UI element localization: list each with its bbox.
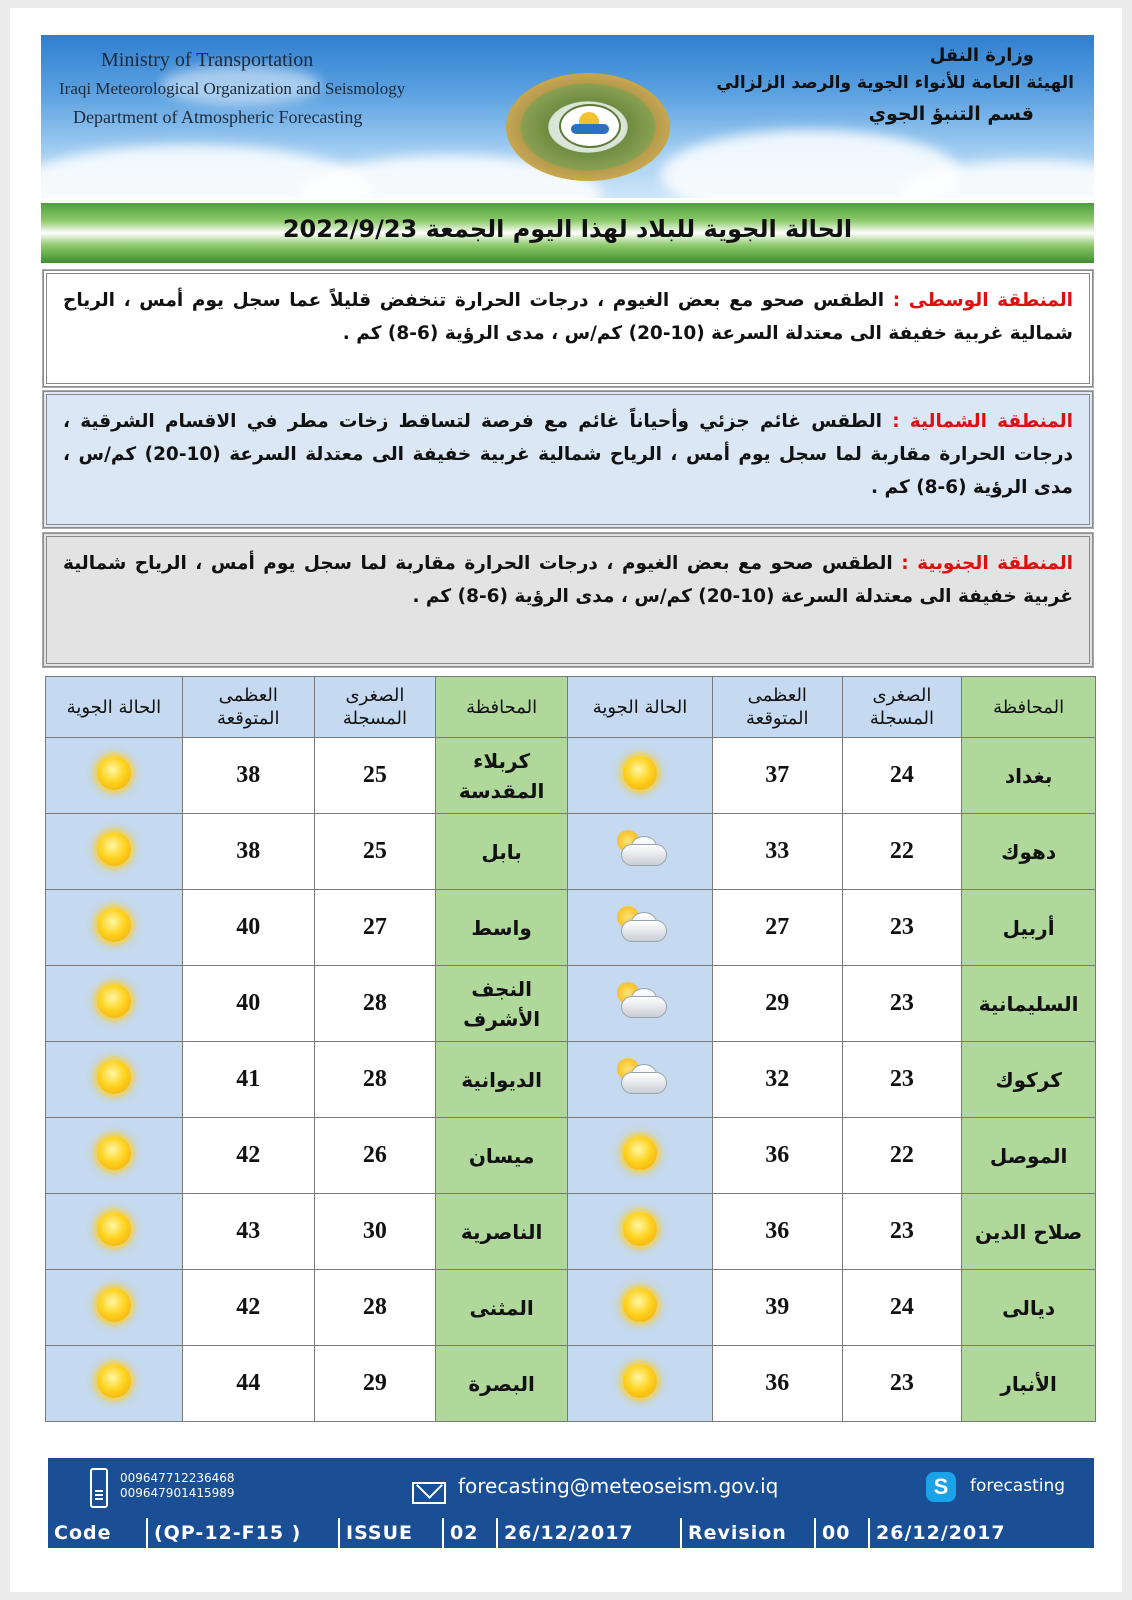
province-cell: صلاح الدين xyxy=(962,1194,1096,1270)
sun-icon xyxy=(97,756,131,790)
min-temp-cell: 25 xyxy=(314,814,436,890)
region-label: المنطقة الوسطى : xyxy=(892,290,1073,311)
province-cell: ديالى xyxy=(962,1270,1096,1346)
document-code-bar xyxy=(48,1518,1094,1548)
province-cell: بابل xyxy=(436,814,568,890)
sun-icon xyxy=(97,1288,131,1322)
partly-cloudy-icon xyxy=(613,1058,667,1096)
sun-icon xyxy=(97,832,131,866)
department-name-ar: قسم التنبؤ الجوي xyxy=(868,103,1034,125)
max-temp-cell: 36 xyxy=(712,1194,842,1270)
code-value: (QP-12-F15 ) xyxy=(148,1518,340,1548)
region-south xyxy=(43,533,1093,667)
province-cell: أربيل xyxy=(962,890,1096,966)
header-province: المحافظة xyxy=(436,677,568,738)
region-label: المنطقة الشمالية : xyxy=(892,411,1073,432)
min-temp-cell: 23 xyxy=(842,1194,962,1270)
sun-icon xyxy=(623,1212,657,1246)
max-temp-cell: 42 xyxy=(182,1118,314,1194)
skype-handle[interactable]: forecasting xyxy=(970,1476,1066,1496)
organization-name-ar: الهيئة العامة للأنواء الجوية والرصد الزلزالي xyxy=(716,73,1074,93)
province-cell: بغداد xyxy=(962,738,1096,814)
max-temp-cell: 43 xyxy=(182,1194,314,1270)
region-north xyxy=(43,391,1093,528)
condition-cell xyxy=(46,1346,183,1422)
province-cell: كربلاء المقدسة xyxy=(436,738,568,814)
table-row xyxy=(46,1042,1096,1118)
header-min: الصغرى المسجلة xyxy=(314,677,436,738)
ministry-name-ar: وزارة النقل xyxy=(929,45,1034,66)
code-label: Code xyxy=(48,1518,148,1548)
min-temp-cell: 28 xyxy=(314,966,436,1042)
max-temp-cell: 40 xyxy=(182,966,314,1042)
issue-number: 02 xyxy=(444,1518,498,1548)
sun-icon xyxy=(623,1288,657,1322)
min-temp-cell: 24 xyxy=(842,1270,962,1346)
table-row xyxy=(46,814,1096,890)
condition-cell xyxy=(46,1270,183,1346)
max-temp-cell: 29 xyxy=(712,966,842,1042)
max-temp-cell: 42 xyxy=(182,1270,314,1346)
max-temp-cell: 36 xyxy=(712,1118,842,1194)
province-cell: النجف الأشرف xyxy=(436,966,568,1042)
table-row xyxy=(46,1194,1096,1270)
province-cell: واسط xyxy=(436,890,568,966)
sun-icon xyxy=(97,1060,131,1094)
province-cell: الديوانية xyxy=(436,1042,568,1118)
region-text: الطقس غائم جزئي وأحياناً غائم مع فرصة لتساقط زخات مطر في الاقسام الشرقية ، درجات الحرارة مقاربة لما سجل يوم أمس ، الرياح شمالية غربية خفيفة الى معتدلة السرعة (10-20) كم/س ، مدى الرؤية (6-8) كم . xyxy=(63,411,1073,498)
phone-icon xyxy=(90,1468,108,1508)
condition-cell xyxy=(567,1042,712,1118)
province-cell: المثنى xyxy=(436,1270,568,1346)
table-row xyxy=(46,1346,1096,1422)
max-temp-cell: 41 xyxy=(182,1042,314,1118)
min-temp-cell: 30 xyxy=(314,1194,436,1270)
min-temp-cell: 23 xyxy=(842,1042,962,1118)
ministry-name-en: Ministry of Transportation xyxy=(101,49,314,71)
condition-cell xyxy=(46,814,183,890)
sun-icon xyxy=(623,1136,657,1170)
condition-cell xyxy=(567,1270,712,1346)
sun-icon xyxy=(97,1212,131,1246)
table-row xyxy=(46,890,1096,966)
issue-date: 26/12/2017 xyxy=(498,1518,682,1548)
condition-cell xyxy=(567,1194,712,1270)
department-name-en: Department of Atmospheric Forecasting xyxy=(73,107,363,127)
revision-label: Revision xyxy=(682,1518,816,1548)
region-label: المنطقة الجنوبية : xyxy=(901,553,1073,574)
min-temp-cell: 29 xyxy=(314,1346,436,1422)
province-cell: البصرة xyxy=(436,1346,568,1422)
table-row xyxy=(46,1270,1096,1346)
min-temp-cell: 28 xyxy=(314,1042,436,1118)
partly-cloudy-icon xyxy=(613,906,667,944)
province-cell: الموصل xyxy=(962,1118,1096,1194)
max-temp-cell: 44 xyxy=(182,1346,314,1422)
revision-number: 00 xyxy=(816,1518,870,1548)
table-row xyxy=(46,738,1096,814)
organization-logo xyxy=(506,73,670,181)
region-central xyxy=(43,270,1093,387)
min-temp-cell: 23 xyxy=(842,890,962,966)
region-text: الطقس صحو مع بعض الغيوم ، درجات الحرارة مقاربة لما سجل يوم أمس ، الرياح شمالية غربية خفيفة الى معتدلة السرعة (10-20) كم/س ، مدى الرؤية (6-8) كم . xyxy=(63,553,1073,607)
header-min: الصغرى المسجلة xyxy=(842,677,962,738)
province-cell: السليمانية xyxy=(962,966,1096,1042)
condition-cell xyxy=(567,738,712,814)
skype-icon: S xyxy=(926,1472,956,1502)
condition-cell xyxy=(567,1346,712,1422)
condition-cell xyxy=(46,1042,183,1118)
min-temp-cell: 24 xyxy=(842,738,962,814)
forecast-table xyxy=(45,676,1096,1422)
province-cell: ميسان xyxy=(436,1118,568,1194)
min-temp-cell: 23 xyxy=(842,1346,962,1422)
province-cell: كركوك xyxy=(962,1042,1096,1118)
condition-cell xyxy=(567,890,712,966)
condition-cell xyxy=(567,814,712,890)
min-temp-cell: 27 xyxy=(314,890,436,966)
max-temp-cell: 40 xyxy=(182,890,314,966)
sun-icon xyxy=(97,1136,131,1170)
min-temp-cell: 28 xyxy=(314,1270,436,1346)
sun-icon xyxy=(97,1364,131,1398)
province-cell: الأنبار xyxy=(962,1346,1096,1422)
header-max: العظمى المتوقعة xyxy=(712,677,842,738)
condition-cell xyxy=(46,890,183,966)
max-temp-cell: 38 xyxy=(182,738,314,814)
max-temp-cell: 33 xyxy=(712,814,842,890)
sun-icon xyxy=(623,756,657,790)
table-row xyxy=(46,966,1096,1042)
organization-name-en: Iraqi Meteorological Organization and Seismology xyxy=(59,79,406,98)
condition-cell xyxy=(567,1118,712,1194)
min-temp-cell: 22 xyxy=(842,1118,962,1194)
max-temp-cell: 38 xyxy=(182,814,314,890)
email-link[interactable]: forecasting@meteoseism.gov.iq xyxy=(458,1474,779,1498)
condition-cell xyxy=(46,1194,183,1270)
header-condition: الحالة الجوية xyxy=(46,677,183,738)
region-text: الطقس صحو مع بعض الغيوم ، درجات الحرارة تنخفض قليلاً عما سجل يوم أمس ، الرياح شمالية غربية خفيفة الى معتدلة السرعة (10-20) كم/س ، مدى الرؤية (6-8) كم . xyxy=(63,290,1073,344)
report-title-bar xyxy=(41,203,1094,263)
table-header-row xyxy=(46,677,1096,738)
max-temp-cell: 37 xyxy=(712,738,842,814)
revision-date: 26/12/2017 xyxy=(876,1522,1006,1544)
mail-icon xyxy=(412,1482,446,1504)
province-cell: الناصرية xyxy=(436,1194,568,1270)
condition-cell xyxy=(46,966,183,1042)
issue-label: ISSUE xyxy=(340,1518,444,1548)
min-temp-cell: 26 xyxy=(314,1118,436,1194)
partly-cloudy-icon xyxy=(613,830,667,868)
max-temp-cell: 36 xyxy=(712,1346,842,1422)
partly-cloudy-icon xyxy=(613,982,667,1020)
max-temp-cell: 27 xyxy=(712,890,842,966)
sun-icon xyxy=(623,1364,657,1398)
max-temp-cell: 32 xyxy=(712,1042,842,1118)
sun-icon xyxy=(97,908,131,942)
header-condition: الحالة الجوية xyxy=(567,677,712,738)
contact-footer xyxy=(48,1458,1094,1518)
condition-cell xyxy=(567,966,712,1042)
province-cell: دهوك xyxy=(962,814,1096,890)
header-banner xyxy=(41,35,1094,198)
max-temp-cell: 39 xyxy=(712,1270,842,1346)
report-title: الحالة الجوية للبلاد لهذا اليوم الجمعة 2022/9/23 xyxy=(282,215,853,243)
condition-cell xyxy=(46,738,183,814)
min-temp-cell: 25 xyxy=(314,738,436,814)
min-temp-cell: 22 xyxy=(842,814,962,890)
phone-numbers: 009647712236468 009647901415989 xyxy=(120,1471,235,1500)
table-row xyxy=(46,1118,1096,1194)
condition-cell xyxy=(46,1118,183,1194)
header-province: المحافظة xyxy=(962,677,1096,738)
header-max: العظمى المتوقعة xyxy=(182,677,314,738)
sun-icon xyxy=(97,984,131,1018)
min-temp-cell: 23 xyxy=(842,966,962,1042)
